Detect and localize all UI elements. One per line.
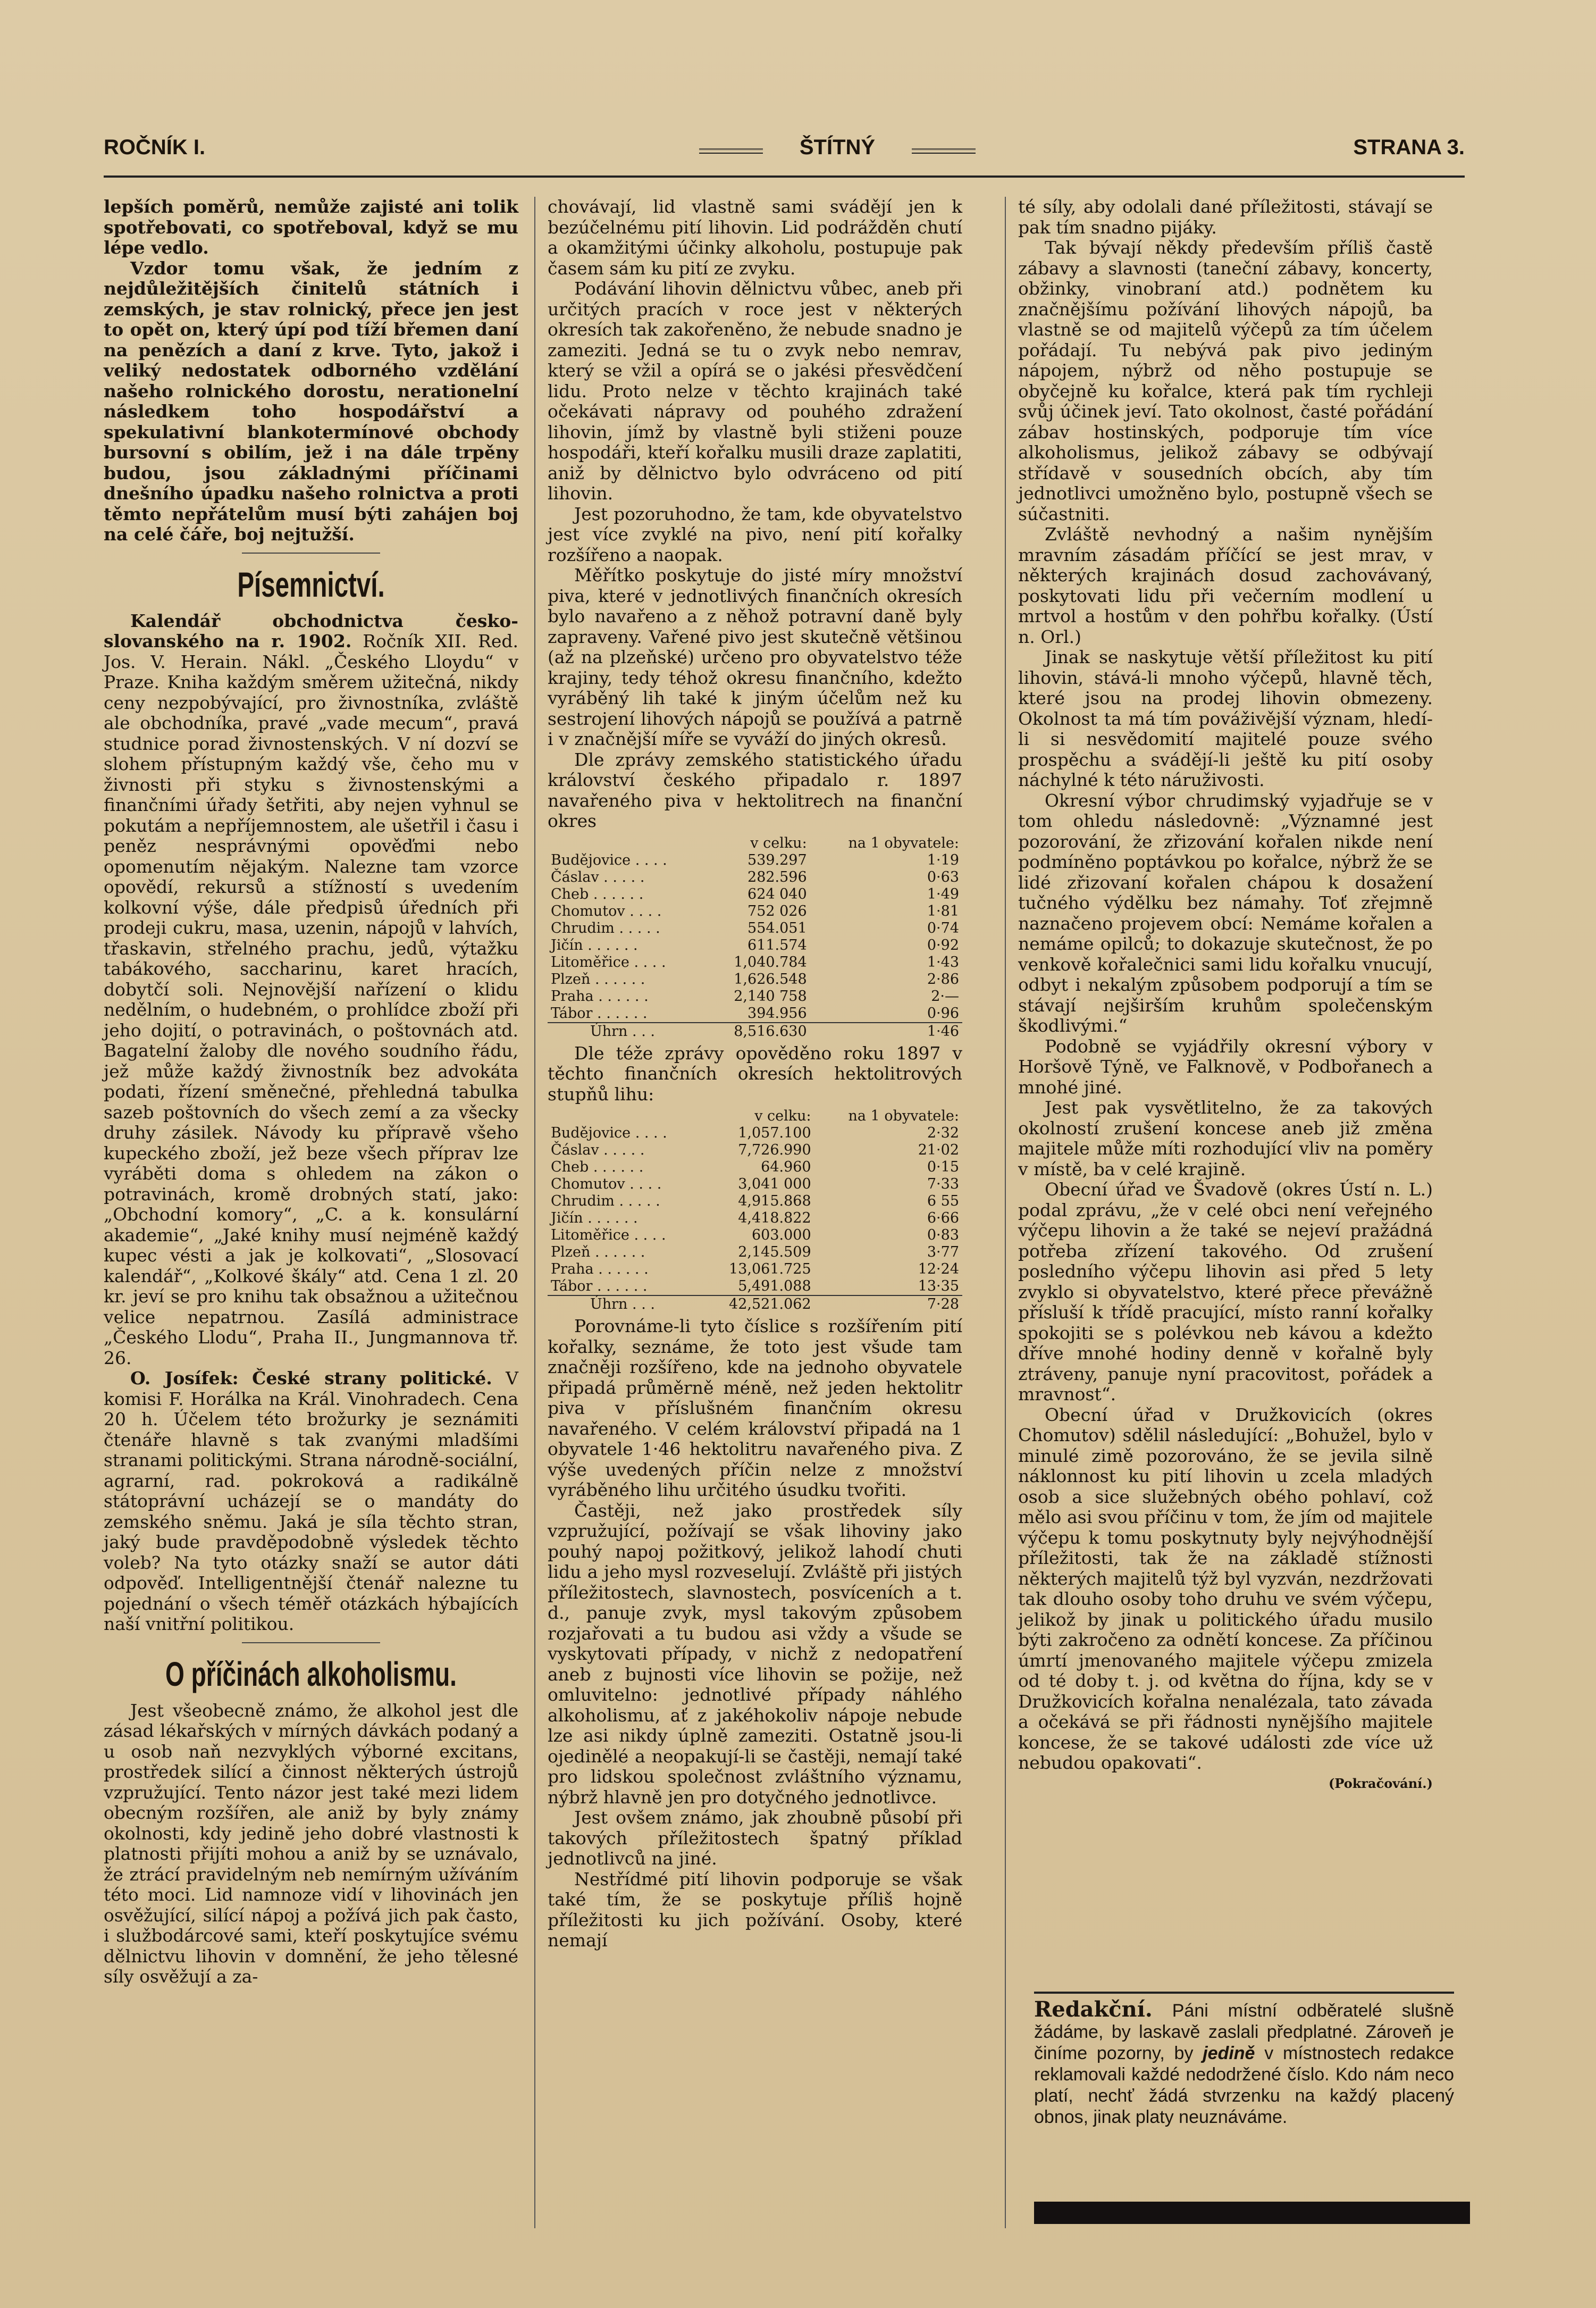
- notice-emphasis: jedině: [1203, 2043, 1255, 2063]
- district-name: Budějovice . . . .: [551, 851, 667, 868]
- district-name: Litoměřice . . . .: [551, 1227, 666, 1243]
- article-continuation: lepších poměrů, nemůže zajisté ani tolik spotřebovati, co spotřeboval, když se mu lépe vedlo.: [104, 196, 518, 258]
- article-paragraph: Okresní výbor chrudimský vyjadřuje se v tom ohledu následovně: „Významné jest pozorování, že zřizování kořalen nikde není podmíněno poptávkou po kořalce, nýbrž že se lidé zřizovaní kořalen chápou k dosažení tučného výdělku bez námahy. Toť zřejmně naznačeno projevem obcí: Nemáme kořalen a nemáme opilců; to dokazuje skutečnost, že po venkově kořalečnici sami lidu kořalku vnucují, odbyt i nekalým způsobem podporují a tím se stávají nejširším kruhům společenským škodlivými.“: [1018, 790, 1433, 1036]
- review-title: České strany politické.: [252, 1368, 492, 1389]
- notice-label: Redakční.: [1034, 1997, 1153, 2022]
- page-number: STRANA 3.: [1353, 136, 1465, 159]
- table-header-row: [548, 835, 962, 852]
- article-paragraph: Jest pak vysvětlitelno, že za takových okolností zrušení koncese aneb již změna majitele může míti rozhodující vliv na poměry v místě, ba v celé krajině.: [1018, 1097, 1433, 1180]
- total-value: 7,726.990: [738, 1142, 811, 1158]
- column-2: [548, 197, 962, 1951]
- total-value: 611.574: [747, 936, 807, 954]
- district-name: Budějovice . . . .: [551, 1125, 667, 1141]
- review-author: O. Josífek:: [130, 1368, 239, 1389]
- article-paragraph: Jest všeobecně známo, že alkohol jest dle zásad lékařských v mírných dávkách podaný a u osob naň nezvyklých výborné excitans, prostředek silící a činnost některých ústrojů vzpružující. Tento názor jest také mezi lidem obecným rozšířen, ale aniž by byly známy okolnosti, kdy jedině jeho dobré vlastnosti k platnosti přijíti mohou a aniž by se uznávalo, že ztrácí pravidelným neb nemírným užíváním této moci. Lid namnoze vidí v lihovinách jen osvěžující, silící nápoj a požívá jich pak často, i službodárcové sami, kteří poskytujíce svému dělnictvu lihovin v domnění, že jeho tělesné síly osvěžují a za-: [104, 1700, 518, 1987]
- per-capita-value: 1·19: [927, 851, 959, 868]
- total-value: 4,915.868: [738, 1193, 811, 1209]
- header-rule: [104, 175, 1465, 178]
- total-value: 1,057.100: [738, 1125, 811, 1141]
- total-value: 13,061.725: [729, 1261, 811, 1277]
- district-name: Tábor . . . . . .: [551, 1278, 648, 1294]
- district-name: Plzeň . . . . . .: [551, 1244, 645, 1260]
- article-paragraph: Tak bývají někdy především příliš častě zábavy a slavnosti (taneční zábavy, koncerty, obžinky, vinobraní atd.) podnětem ku značnějšímu požívání lihových nápojů, ba vlastně se od majitelů výčepů za tím účelem pořádají. Tu nebývá pak pivo jediným nápojem, nýbrž od něho postupuje se obyčejně ku kořalce, která pak tím rychleji svůj účinek jeví. Tato okolnost, časté pořádání zábav hostinských, podporuje tím více alkoholismus, jelikož zábavy se odbývají střídavě v sousedních obcích, aby tím jednotlivci umožněno bylo, postupně všech se súčastniti.: [1018, 237, 1433, 524]
- article-paragraph: Podávání lihovin dělnictvu vůbec, aneb při určitých pracích v roce jest v některých okresích tak zakořeněno, že nebude snadno je zameziti. Jedná se tu o zvyk nebo nemrav, který se vžil a opírá se o jakési přesvědčení lidu. Proto nelze v těchto krajinách také očekávati nápravy od pouhého zdražení lihovin, jímž by vlastně byli stiženi pouze hospodáři, kteří kořalku musili draze zaplatiti, aniž by dělnictvo bylo odvráceno od pití lihovin.: [548, 278, 962, 504]
- total-value: 539.297: [747, 851, 807, 868]
- column-3: [1018, 197, 1433, 1794]
- table-row: [548, 1227, 962, 1244]
- review-text: V komisi F. Horálka na Král. Vinohradech. Cena 20 h. Účelem této brožurky je seznámiti čtenáře hlavně s tak zvanými mladšími stranami politickými. Strana národně-sociální, agrarní, rad. pokroková a radikálně státoprávní ucházejí se o mandáty do zemského sněmu. Jaká je síla těchto stran, jaký bude pravděpodobně výsledek těchto voleb? Na tyto otázky snaží se autor dáti odpověď. Intelligentnější čtenář nalezne tu pojednání o všech téměř otázkách hýbajících naší vnitřní politikou.: [104, 1368, 518, 1634]
- total-value: 624 040: [747, 885, 807, 902]
- article-paragraph: Podobně se vyjádřily okresní výbory v Horšově Týně, ve Falknově, v Podbořanech a mnohé jiné.: [1018, 1035, 1433, 1098]
- article-paragraph: Častěji, než jako prostředek síly vzpružující, požívají se však lihoviny jako pouhý napoj požitkový, jelikož lahodí chuti lidu a jeho mysl rozveselují. Zvláště při jistých příležitostech, slavnostech, posvíceních a t. d., panuje zvyk, mysl takovým způsobem rozjařovati a tu budou asi vždy a všude se vyskytovati případy, v nichž z nedopatření aneb z bujnosti více lihovin se požije, než omluvitelno: jednotlivé případy náhlého alkoholismu, ať z jakéhokoliv nápoje nebude lze asi nikdy úplně zameziti. Ostatně jsou-li ojedinělé a neopakují-li se častěji, nemají také pro lidskou společnost zvláštního významu, nýbrž hlavně jen pro dotyčného jednotlivce.: [548, 1500, 962, 1808]
- article-paragraph: Obecní úřad ve Švadově (okres Ústí n. L.) podal zprávu, „že v celé obci není veřejného výčepu lihovin a že také se nejeví pražádná potřeba zřízení takového. Od zrušení posledního výčepu lihovin asi před 5 lety zvyklo si obyvatelstvo, které přece převážně přísluší k třídě pracující, místo ranní kořalky spokojiti se s polévkou neb kávou a kdežto dříve mnohé hodiny denně v kořalně byly ztráveny, panuje nyní pracovitost, pořádek a mravnost“.: [1018, 1179, 1433, 1404]
- column-header: v celku:: [754, 1108, 811, 1124]
- per-capita-value: 0·96: [927, 1005, 959, 1022]
- district-name: Chomutov . . . .: [551, 902, 662, 919]
- per-capita-value: 12·24: [918, 1261, 959, 1277]
- district-name: Jičín . . . . . .: [551, 1210, 638, 1226]
- table-row: [548, 1261, 962, 1278]
- per-capita-value: 0·83: [927, 1227, 959, 1243]
- district-name: Plzeň . . . . . .: [551, 971, 645, 988]
- table-row: [548, 920, 962, 937]
- district-name: Chrudim . . . . .: [551, 1193, 660, 1209]
- table-row: [548, 988, 962, 1005]
- article-paragraph: Jinak se naskytuje větší příležitost ku pití lihovin, stává-li mnoho výčepů, hlavně těch, které jsou na prodej lihovin obmezeny. Okolnost ta má tím pováživější význam, hledí-li si nesvědomití majitelé pouze svého prospěchu a svádějí-li ještě ku pití osoby náchylné k této náruživosti.: [1018, 647, 1433, 790]
- table-row: [548, 971, 962, 988]
- district-name: Jičín . . . . . .: [551, 936, 638, 954]
- per-capita-value: 7·28: [814, 1295, 962, 1313]
- district-name: Litoměřice . . . .: [551, 954, 666, 971]
- per-capita-value: 0·63: [927, 868, 959, 885]
- continued-note: (Pokračování.): [1329, 1775, 1433, 1791]
- column-divider-1: [534, 197, 535, 2228]
- per-capita-value: 0·15: [927, 1159, 959, 1175]
- total-value: 3,041 000: [738, 1176, 811, 1192]
- total-value: 64.960: [761, 1159, 811, 1175]
- total-value: 752 026: [747, 902, 807, 919]
- total-value: 4,418.822: [738, 1210, 811, 1226]
- column-header: na 1 obyvatele:: [848, 1108, 959, 1124]
- total-value: 1,626.548: [734, 971, 807, 988]
- per-capita-value: 1·46: [810, 1023, 962, 1040]
- district-name: Chomutov . . . .: [551, 1176, 662, 1192]
- article-paragraph: Zvláště nevhodný a našim nynějším mravním zásadám příčící se jest mrav, v některých krajinách dosud zachovávaný, poskytovati lidu při večerním modlení u mrtvol a hostům v den pohřbu kořalky. (Ústí n. Orl.): [1018, 524, 1433, 647]
- section-title-alkoholismus: O příčinách alkoholismu.: [165, 1654, 457, 1693]
- volume-label: ROČNÍK I.: [104, 136, 206, 159]
- total-value: 603.000: [751, 1227, 811, 1243]
- table-header-row: [548, 1108, 962, 1125]
- article-paragraph: Jest pozoruhodno, že tam, kde obyvatelstvo jest více zvyklé na pivo, není pití kořalky rozšířeno a naopak.: [548, 503, 962, 565]
- page-header: [104, 136, 1465, 168]
- per-capita-value: 13·35: [918, 1278, 959, 1294]
- total-value: 554.051: [747, 919, 807, 936]
- article-paragraph: té síly, aby odolali dané příležitosti, stávají se pak tím snadno pijáky.: [1018, 196, 1433, 238]
- table-row: [548, 1159, 962, 1176]
- table-row: [548, 937, 962, 954]
- per-capita-value: 6·66: [927, 1210, 959, 1226]
- article-paragraph: Měřítko poskytuje do jisté míry množství piva, které v jednotlivých finančních okresích bylo navařeno a z něhož potravní daně byly zapraveny. Vařené pivo jest skutečně většinou (až na plzeňské) určeno pro obyvatelstvo téže krajiny, tedy téhož okresu finančního, kdežto vyráběný lih také k jiným účelům než ku sestrojení lihových nápojů se používá a patrně i v značnější míře se vyváží do jiných okresů.: [548, 565, 962, 749]
- table-total-row: [548, 1023, 962, 1040]
- total-value: 5,491.088: [738, 1278, 811, 1294]
- review-kalendar: [104, 611, 518, 1369]
- table-row: [548, 1176, 962, 1193]
- district-name: Tábor . . . . . .: [551, 1005, 648, 1022]
- notice-text: Páni místní odběratelé slušně žádáme, by laskavě zaslali předplatné. Zároveň je činíme pozorny, by: [1034, 2001, 1454, 2063]
- table-row: [548, 869, 962, 886]
- editorial-notice: [1034, 1992, 1454, 2128]
- table-row: [548, 1142, 962, 1159]
- total-label: Úhrn . . .: [548, 1295, 702, 1313]
- table-row: [548, 1210, 962, 1227]
- per-capita-value: 21·02: [918, 1142, 959, 1158]
- spirit-table: [548, 1108, 962, 1313]
- total-value: 42,521.062: [702, 1295, 814, 1313]
- section-divider: [242, 553, 380, 554]
- article-paragraph: Vzdor tomu však, že jedním z nejdůležitějších činitelů státních i zemských, je stav rolnický, přece jen jest to opět on, který úpí pod tíží břemen daní na penězích a daní z krve. Tyto, jakož i veliký nedostatek odborného vzdělání našeho rolnického dorostu, nerationelní následkem toho hospodářství a spekulativní blankotermínové obchody bursovní s obilím, jež i na dále trpěny budou, jsou základnými příčinami dnešního úpadku našeho rolnictva a proti těmto nepřátelům musí býti zahájen boj na celé čáře, boj nejtužší.: [104, 257, 518, 545]
- table-row: [548, 954, 962, 971]
- article-paragraph: Dle téže zprávy opověděno roku 1897 v těchto finančních okresích hektolitrových stupňů lihu:: [548, 1042, 962, 1105]
- total-value: 282.596: [747, 868, 807, 885]
- district-name: Chrudim . . . . .: [551, 919, 660, 936]
- total-value: 2,140 758: [734, 988, 807, 1005]
- column-divider-2: [1005, 197, 1006, 2228]
- per-capita-value: 2·32: [927, 1125, 959, 1141]
- per-capita-value: 1·43: [927, 954, 959, 971]
- district-name: Čáslav . . . . .: [551, 868, 645, 885]
- total-label: Úhrn . . .: [548, 1023, 707, 1040]
- per-capita-value: 1·49: [927, 885, 959, 902]
- district-name: Čáslav . . . . .: [551, 1142, 645, 1158]
- table-row: [548, 1278, 962, 1295]
- table-row: [548, 1193, 962, 1210]
- district-name: Praha . . . . . .: [551, 1261, 649, 1277]
- review-josifek: [104, 1368, 518, 1635]
- section-divider: [242, 1642, 380, 1643]
- notice-text: v místnostech redakce reklamovali každé nedodržené číslo. Kdo nám neco platí, nechť žádá stvrzenku na každý placený obnos, jinak platy neuznáváme.: [1034, 2043, 1455, 2127]
- total-value: 8,516.630: [707, 1023, 810, 1040]
- per-capita-value: 1·81: [927, 902, 959, 919]
- column-header: na 1 obyvatele:: [848, 834, 959, 851]
- article-paragraph: Porovnáme-li tyto číslice s rozšířením pití kořalky, seznáme, že toto jest všude tam značněji rozšířeno, kde na jednoho obyvatele připadá průměrně méně, než jeden hektolitr piva v příslušném finančním okresu navařeného. V celém království připadá na 1 obyvatele 1·46 hektolitru navařeného piva. Z výše uvedených příčin nelze z množství vyráběného lihu určitého úsudku tvořiti.: [548, 1316, 962, 1500]
- article-paragraph: Dle zprávy zemského statistického úřadu království českého připadalo r. 1897 navařeného piva v hektolitrech na finanční okres: [548, 749, 962, 831]
- per-capita-value: 2·—: [931, 988, 959, 1005]
- total-value: 394.956: [747, 1005, 807, 1022]
- per-capita-value: 2·86: [927, 971, 959, 988]
- table-row: [548, 1125, 962, 1142]
- per-capita-value: 7·33: [927, 1176, 959, 1192]
- table-row: [548, 1244, 962, 1261]
- column-1: [104, 197, 518, 1987]
- table-total-row: [548, 1295, 962, 1313]
- per-capita-value: 0·74: [927, 919, 959, 936]
- review-text: Ročník XII. Red. Jos. V. Herain. Nákl. „Českého Lloydu“ v Praze. Kniha každým směrem užitečná, nikdy ceny nezpobývající, pro živnostníka, zvláště ale obchodníka, pravé „vade mecum“, pravá studnice porad živnostenských. V ní dozví se slohem přístupným každý vše, čeho mu v živnosti při styku s živnostenskými a finančními úřady šetřiti, aby nejen vyhnul se pokutám a nepříjemnostem, ale ušetřil i času i peněz nesprávnými opověďmi nebo opomenutím nějakým. Nalezne tam vzorce opovědí, rekursů a stížností s uvedením kolkovní výše, dále předpisů úředních při prodeji cukru, masa, uzenin, nápojů v lahvích, třaskavin, střelného prachu, jedů, výtažku tabákového, saccharinu, karet hracích, dobytčí soli. Nejnovější nařízení o klidu nedělním, o hudebném, o prohlídce zboží při jeho dojití, o potravinách, o poštovnách atd. Bagatelní žaloby dle nového soudního řádu, jež může každý živnostník bez advokáta podati, řízení směnečné, přehledná tabulka sazeb poštovních do všech zemí a za všecky druhy zásilek. Návody ku přípravě všeho kupeckého zboží, jež beze všech příprav lze vyráběti doma s ohledem na zákon o potravinách, kromě drobných statí, jako: „Obchodní komory“, „C. a k. konsulární akademie“, „Jaké knihy musí nejméně každý kupec vésti a jak je kolkovati“, „Slosovací kalendář“, „Kolkové škály“ atd. Cena 1 zl. 20 kr. jeví se pro knihu tak obsažnou a užitečnou velice nepatrnou. Zasílá administrace „Českého Llodu“, Praha II., Jungmannova tř. 26.: [104, 631, 519, 1368]
- district-name: Praha . . . . . .: [551, 988, 649, 1005]
- footer-black-bar: [1034, 2202, 1470, 2224]
- total-value: 2,145.509: [738, 1244, 811, 1260]
- article-paragraph: chovávají, lid vlastně sami svádějí jen k bezúčelnému pití lihovin. Lid podrážděn chutí a okamžitými účinky alkoholu, postupuje pak časem sám ku pití ze zvyku.: [548, 196, 962, 279]
- table-row: [548, 1005, 962, 1023]
- table-row: [548, 903, 962, 920]
- masthead-title: ŠTÍTNÝ: [699, 136, 976, 160]
- column-header: v celku:: [750, 834, 807, 851]
- section-title-pisemnictvi: Písemnictví.: [237, 564, 385, 604]
- article-paragraph: Obecní úřad v Družkovicích (okres Chomutov) sdělil následující: „Bohužel, bylo v minulé zimě pozorováno, že se jevila silně náklonnost ku pití lihovin u zcela mladých osob a sice služebných obého pohlaví, což mělo asi svou příčinu v tom, že jím od majitele výčepu k tomu poskytnuty byly nejvýhodnější příležitosti, tak že na základě stížnosti některých majitelů týž byl vyzván, nezdržovati tak dlouho osoby toho druhu ve svém výčepu, jelikož by jinak u politického úřadu musilo býti zakročeno za odnětí koncese. Za příčinou úmrtí jmenovaného majitele výčepu zmizela od té doby t. j. od května do října, kdy se v Družkovicích kořalna nenalézala, tato závada a očekává se při řádnosti nynějšího majitele koncese, že se takové události zde více už nebudou opakovati“.: [1018, 1404, 1433, 1773]
- article-paragraph: Jest ovšem známo, jak zhoubně působí při takových příležitostech špatný příklad jednotlivců na jiné.: [548, 1807, 962, 1869]
- table-row: [548, 852, 962, 869]
- per-capita-value: 0·92: [927, 936, 959, 954]
- beer-table: [548, 835, 962, 1040]
- per-capita-value: 3·77: [927, 1244, 959, 1260]
- article-paragraph: Nestřídmé pití lihovin podporuje se však také tím, že se poskytuje příliš hojně příležitosti ku jich požívání. Osoby, které nemají: [548, 1868, 962, 1951]
- table-row: [548, 886, 962, 903]
- district-name: Cheb . . . . . .: [551, 1159, 644, 1175]
- district-name: Cheb . . . . . .: [551, 885, 644, 902]
- review-title: Kalendář obchodnictva česko-slovanského na r. 1902.: [104, 610, 518, 651]
- per-capita-value: 6 55: [927, 1193, 959, 1209]
- total-value: 1,040.784: [734, 954, 807, 971]
